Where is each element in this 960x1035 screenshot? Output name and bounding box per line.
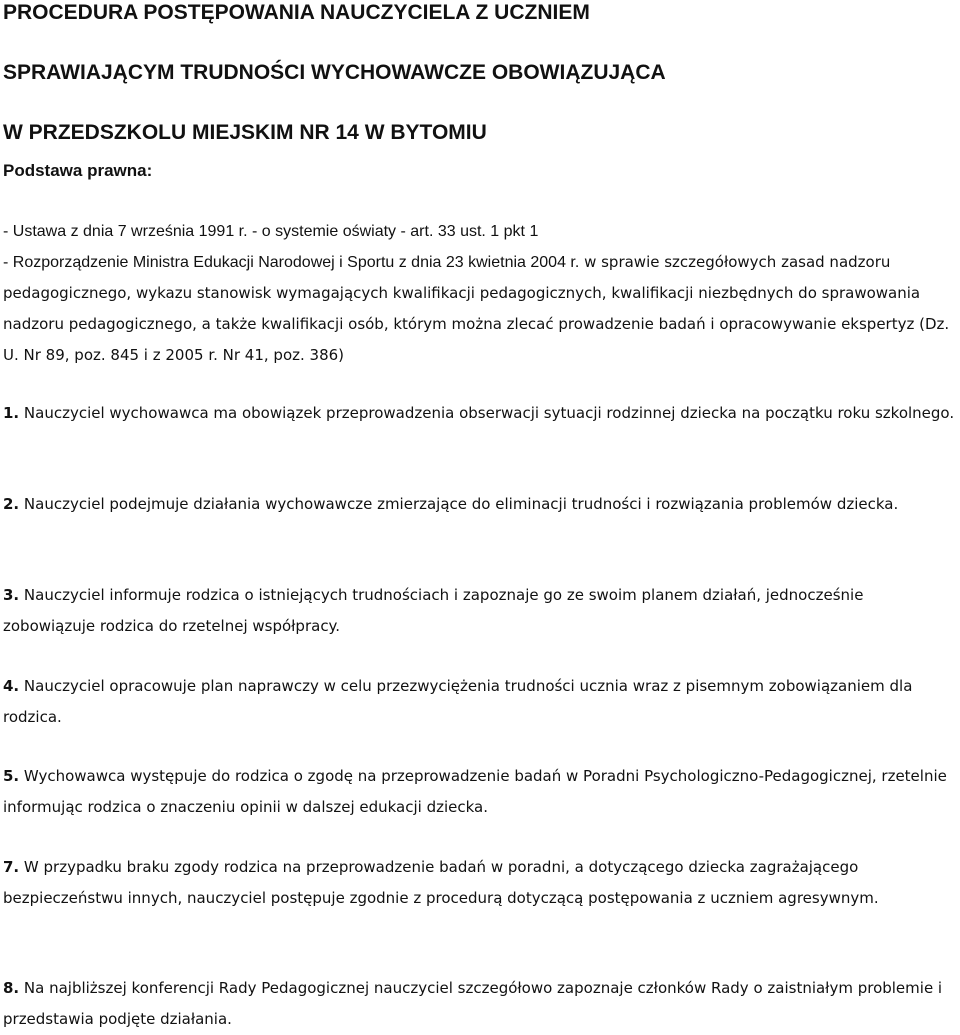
regulation-title: - Rozporządzenie Ministra Edukacji Narodowej i Sportu z dnia 23 kwietnia 2004 r. bbox=[3, 254, 580, 271]
procedure-item-7 bbox=[3, 852, 958, 914]
item-number: 1. bbox=[3, 404, 20, 422]
title-line-3: W PRZEDSZKOLU MIEJSKIM NR 14 W BYTOMIU bbox=[3, 121, 487, 144]
item-number: 7. bbox=[3, 858, 20, 876]
item-number: 2. bbox=[3, 495, 20, 513]
legal-basis-label: Podstawa prawna: bbox=[3, 161, 153, 180]
procedure-item-3 bbox=[3, 580, 958, 642]
procedure-item-8 bbox=[3, 973, 958, 1035]
procedure-item-4 bbox=[3, 671, 958, 733]
legal-basis-regulation bbox=[3, 247, 958, 371]
title-line-2: SPRAWIAJĄCYM TRUDNOŚCI WYCHOWAWCZE OBOWIĄZUJĄCA bbox=[3, 61, 666, 84]
item-text: W przypadku braku zgody rodzica na przeprowadzenie badań w poradni, a dotyczącego dziecka zagrażającego bezpieczeństwu innych, nauczyciel postępuje zgodnie z procedurą dotyczącą postępowania z uczniem agresywnym. bbox=[3, 858, 879, 907]
procedure-item-5 bbox=[3, 761, 958, 823]
procedure-item-2 bbox=[3, 489, 958, 520]
item-number: 8. bbox=[3, 979, 20, 997]
item-text: Nauczyciel wychowawca ma obowiązek przeprowadzenia obserwacji sytuacji rodzinnej dziecka na początku roku szkolnego. bbox=[19, 404, 955, 422]
item-number: 3. bbox=[3, 586, 20, 604]
title-line-1: PROCEDURA POSTĘPOWANIA NAUCZYCIELA Z UCZNIEM bbox=[3, 1, 590, 24]
procedure-item-1 bbox=[3, 398, 958, 429]
legal-basis-act: - Ustawa z dnia 7 września 1991 r. - o systemie oświaty - art. 33 ust. 1 pkt 1 bbox=[3, 223, 539, 240]
item-text: Wychowawca występuje do rodzica o zgodę na przeprowadzenie badań w Poradni Psychologiczno-Pedagogicznej, rzetelnie informując rodzica o znaczeniu opinii w dalszej edukacji dziecka. bbox=[3, 767, 947, 816]
item-number: 5. bbox=[3, 767, 20, 785]
item-text: Nauczyciel podejmuje działania wychowawcze zmierzające do eliminacji trudności i rozwiązania problemów dziecka. bbox=[19, 495, 899, 513]
item-text: Nauczyciel informuje rodzica o istniejących trudnościach i zapoznaje go ze swoim planem działań, jednocześnie zobowiązuje rodzica do rzetelnej współpracy. bbox=[3, 586, 864, 635]
item-number: 4. bbox=[3, 677, 20, 695]
regulation-description: w sprawie szczegółowych zasad nadzoru pedagogicznego, wykazu stanowisk wymagających kwalifikacji pedagogicznych, kwalifikacji niezbędnych do sprawowania nadzoru pedagogicznego, a także kwalifikacji osób, którym można zlecać prowadzenie badań i opracowywanie ekspertyz (Dz. U. Nr 89, poz. 845 i z 2005 r. Nr 41, poz. 386) bbox=[3, 253, 950, 364]
item-text: Na najbliższej konferencji Rady Pedagogicznej nauczyciel szczegółowo zapoznaje członków Rady o zaistniałym problemie i przedstawia podjęte działania. bbox=[3, 979, 943, 1028]
item-text: Nauczyciel opracowuje plan naprawczy w celu przezwyciężenia trudności ucznia wraz z pisemnym zobowiązaniem dla rodzica. bbox=[3, 677, 913, 726]
